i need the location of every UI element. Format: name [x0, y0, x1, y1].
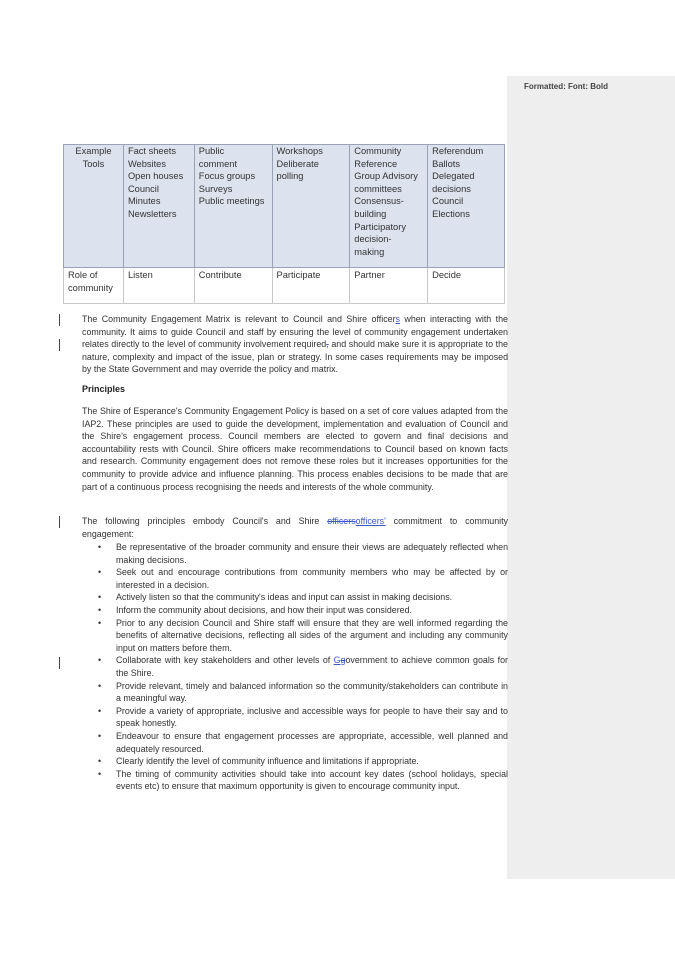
roles-row — [64, 268, 505, 304]
list-item: • Be representative of the broader community and ensure their views are adequately reflected when making decisions. — [98, 542, 508, 565]
tools-cell-inform: Fact sheets Websites Open houses Council Minutes Newsletters — [123, 145, 194, 268]
list-item: • Inform the community about decisions, and how their input was considered. — [98, 604, 412, 615]
tools-cell-consult: Public comment Focus groups Surveys Public meetings — [194, 145, 272, 268]
list-item: • Prior to any decision Council and Shire staff will ensure that they are well informed regarding the benefits of alternative decisions, reflecting all sides of the argument and including any community input on matters before them. — [98, 617, 508, 653]
tools-cell-empower: Referendum Ballots Delegated decisions Council Elections — [428, 145, 505, 268]
embody-paragraph: The following principles embody Council's and Shire officersofficers' commitment to community engagement: — [82, 516, 508, 539]
change-bar — [59, 339, 60, 351]
principles-paragraph: The Shire of Esperance's Community Engagement Policy is based on a set of core values adapted from the IAP2. These principles are used to guide the development, implementation and evaluation of Council and the Shire's engagement process. Council members are elected to govern and final decisions and accountability rests with Council. Shire officers make recommendations to Council based on known facts and research. Community engagement does not remove these roles but it increases opportunities for the community to provide advice and influence planning. This process enables decisions to be made that are part of a continuous process recognising the needs and interests of the whole community. — [82, 406, 508, 492]
intro-paragraph: The Community Engagement Matrix is relevant to Council and Shire officers when interacting with the community. It aims to guide Council and staff by ensuring the level of community engagement undertaken relates directly to the level of community involvement required, and should make sure it is appropriate to the nature, complexity and impact of the issue, plan or strategy. In some cases requirements may be imposed by the State Government and may override the policy and matrix. — [82, 314, 508, 375]
role-cell: Participate — [272, 268, 350, 304]
role-cell: Contribute — [194, 268, 272, 304]
role-label-cell: Role of community — [64, 268, 124, 304]
role-cell: Listen — [123, 268, 194, 304]
principles-list — [98, 541, 508, 793]
list-item: • Provide a variety of appropriate, inclusive and accessible ways for people to have their say and to speak honestly. — [98, 705, 508, 729]
change-bar — [59, 516, 60, 528]
change-bar — [59, 657, 60, 669]
tools-row — [64, 145, 505, 268]
tools-cell-collaborate: Community Reference Group Advisory committees Consensus- building Participatory decision- making — [350, 145, 428, 268]
comment-title: Formatted: Font: Bold — [524, 82, 608, 91]
list-item: • Actively listen so that the community's ideas and input can assist in making decisions. — [98, 592, 453, 603]
engagement-matrix — [63, 144, 505, 304]
list-item: • Seek out and encourage contributions from community members who may be affected by or interested in a decision. — [98, 567, 508, 590]
tools-label-cell: Example Tools — [64, 145, 124, 268]
list-item: • Provide relevant, timely and balanced information so the community/stakeholders can contribute in a meaningful way. — [98, 680, 508, 704]
tools-cell-involve: Workshops Deliberate polling — [272, 145, 350, 268]
list-item: • The timing of community activities should take into account key dates (school holidays, special events etc) to ensure that maximum opportunity is given to encourage community input. — [98, 768, 508, 792]
principles-heading: Principles — [82, 384, 126, 394]
list-item: • Clearly identify the level of community influence and limitations if appropriate. — [98, 756, 419, 767]
list-item: • Collaborate with key stakeholders and other levels of Ggovernment to achieve common goals for the Shire. — [98, 655, 508, 678]
role-cell: Decide — [428, 268, 505, 304]
list-item: • Endeavour to ensure that engagement processes are appropriate, accessible, well planned and adequately resourced. — [98, 730, 508, 754]
comment-pane — [507, 76, 675, 879]
role-cell: Partner — [350, 268, 428, 304]
change-bar — [59, 314, 60, 326]
